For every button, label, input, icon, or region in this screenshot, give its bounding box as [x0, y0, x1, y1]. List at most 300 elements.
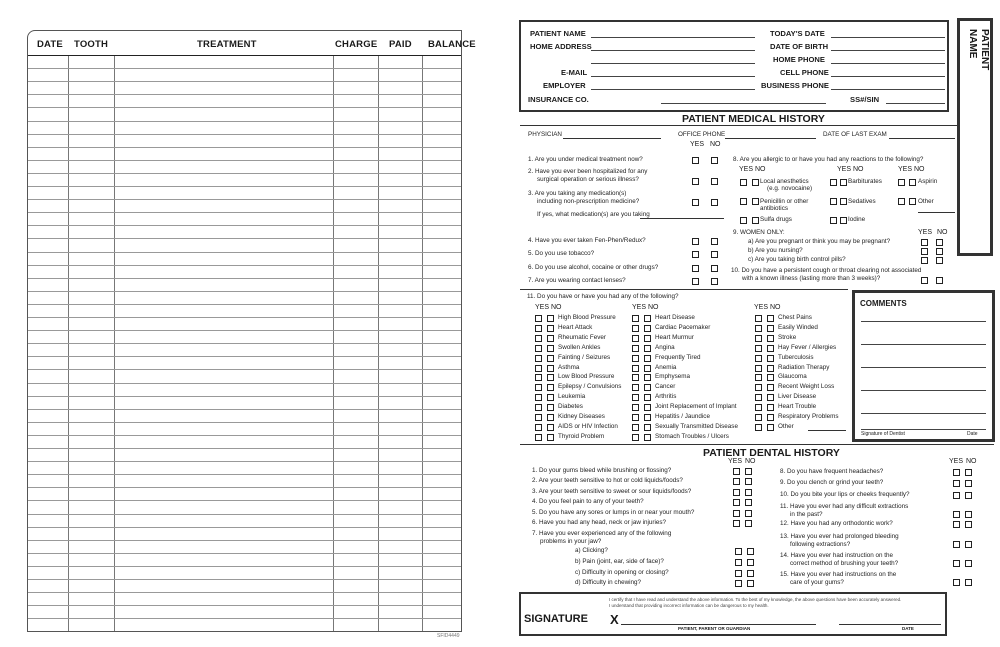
no-checkbox[interactable] [644, 374, 651, 381]
no-label: NO [754, 166, 766, 173]
no-checkbox[interactable] [745, 468, 752, 475]
q9-text: 9. WOMEN ONLY: [733, 229, 785, 236]
yes-checkbox[interactable] [535, 365, 542, 372]
ledger-row[interactable] [28, 199, 461, 200]
yes-checkbox[interactable] [733, 478, 740, 485]
condition-label: Other [778, 422, 794, 430]
no-checkbox[interactable] [547, 315, 554, 322]
yes-checkbox[interactable] [535, 374, 542, 381]
yes-checkbox[interactable] [535, 394, 542, 401]
no-checkbox[interactable] [936, 277, 943, 284]
ledger-row[interactable] [28, 383, 461, 384]
no-checkbox[interactable] [767, 424, 774, 431]
ledger-row[interactable] [28, 252, 461, 253]
ledger-row[interactable] [28, 278, 461, 279]
ledger-row[interactable] [28, 265, 461, 266]
ledger-row[interactable] [28, 147, 461, 148]
q1-text: 1. Are you under medical treatment now? [528, 156, 643, 163]
ledger-row[interactable] [28, 435, 461, 436]
condition-label: Radiation Therapy [778, 363, 830, 371]
ledger-row[interactable] [28, 356, 461, 357]
office-phone-field[interactable] [725, 138, 816, 139]
yes-checkbox[interactable] [535, 345, 542, 352]
ledger-row[interactable] [28, 304, 461, 305]
no-label: NO [647, 304, 659, 311]
ledger-row[interactable] [28, 343, 461, 344]
business-phone-label: BUSINESS PHONE [761, 81, 829, 90]
yes-checkbox[interactable] [735, 580, 742, 587]
allergy-aspirin-label: Aspirin [918, 178, 938, 185]
no-checkbox[interactable] [767, 384, 774, 391]
yes-label: YES [754, 304, 769, 311]
condition-label: Chest Pains [778, 314, 812, 321]
signature-box [519, 592, 947, 636]
ledger-row[interactable] [28, 68, 461, 69]
condition-label: Respiratory Problems [778, 413, 839, 420]
physician-field[interactable] [563, 138, 661, 139]
q9a-text: a) Are you pregnant or think you may be pregnant? [748, 238, 891, 245]
ledger-row[interactable] [28, 55, 461, 56]
yes-checkbox[interactable] [921, 257, 928, 264]
ledger-row[interactable] [28, 291, 461, 292]
checkbox[interactable] [830, 198, 837, 205]
condition-label: Stroke [778, 333, 797, 341]
yes-checkbox[interactable] [632, 434, 639, 441]
no-checkbox[interactable] [747, 570, 754, 577]
yes-checkbox[interactable] [755, 355, 762, 362]
yes-checkbox[interactable] [632, 374, 639, 381]
condition-other-field[interactable] [808, 430, 846, 431]
yes-label: YES [949, 458, 964, 465]
patient-name-label: PATIENT NAME [530, 29, 586, 38]
ledger-row[interactable] [28, 212, 461, 213]
no-label: NO [937, 229, 948, 236]
question-text-cont: surgical operation or serious illness? [537, 176, 639, 183]
no-label: NO [913, 166, 925, 173]
condition-label: Diabetes [558, 403, 583, 411]
yes-checkbox[interactable] [755, 335, 762, 342]
divider [520, 125, 957, 126]
physician-label: PHYSICIAN [528, 131, 562, 138]
yes-checkbox[interactable] [921, 277, 928, 284]
yes-checkbox[interactable] [692, 238, 699, 245]
no-checkbox[interactable] [711, 251, 718, 258]
dental-question: 15. Have you ever had instructions on the [780, 571, 897, 578]
yes-checkbox[interactable] [953, 579, 960, 586]
comment-line[interactable] [861, 321, 986, 322]
no-checkbox[interactable] [547, 404, 554, 411]
ledger-row[interactable] [28, 317, 461, 318]
ledger-row[interactable] [28, 514, 461, 515]
no-checkbox[interactable] [745, 520, 752, 527]
home-address-field[interactable] [591, 50, 755, 51]
no-checkbox[interactable] [547, 424, 554, 431]
checkbox[interactable] [830, 179, 837, 186]
ledger-row[interactable] [28, 121, 461, 122]
yes-checkbox[interactable] [953, 511, 960, 518]
no-checkbox[interactable] [644, 434, 651, 441]
col-treatment-header: TREATMENT [197, 39, 257, 50]
no-checkbox[interactable] [644, 365, 651, 372]
patient-signature-line[interactable] [621, 624, 816, 625]
no-checkbox[interactable] [547, 335, 554, 342]
no-checkbox[interactable] [711, 157, 718, 164]
no-checkbox[interactable] [547, 325, 554, 332]
no-checkbox[interactable] [745, 478, 752, 485]
allergy-other-label: Other [918, 198, 934, 205]
yes-checkbox[interactable] [735, 570, 742, 577]
home-phone-field[interactable] [831, 63, 945, 64]
ledger-row[interactable] [28, 527, 461, 528]
patient-label: PATIENT [979, 29, 990, 71]
ledger-row[interactable] [28, 461, 461, 462]
comment-line[interactable] [861, 390, 986, 391]
yes-checkbox[interactable] [535, 404, 542, 411]
no-checkbox[interactable] [965, 511, 972, 518]
patient-name-vertical [966, 29, 990, 70]
employer-field[interactable] [591, 89, 755, 90]
yes-checkbox[interactable] [632, 355, 639, 362]
condition-label: Emphysema [655, 373, 690, 381]
dentist-signature-line[interactable] [861, 429, 986, 430]
no-checkbox[interactable] [747, 548, 754, 555]
condition-label: Low Blood Pressure [558, 373, 615, 381]
no-checkbox[interactable] [547, 384, 554, 391]
dental-history-title: PATIENT DENTAL HISTORY [703, 447, 840, 459]
no-label: NO [852, 166, 864, 173]
no-checkbox[interactable] [965, 469, 972, 476]
checkbox[interactable] [898, 179, 905, 186]
ledger-row[interactable] [28, 474, 461, 475]
no-checkbox[interactable] [711, 265, 718, 272]
no-checkbox[interactable] [711, 178, 718, 185]
no-checkbox[interactable] [965, 480, 972, 487]
ledger-row[interactable] [28, 134, 461, 135]
checkbox[interactable] [740, 179, 747, 186]
yes-checkbox[interactable] [632, 414, 639, 421]
ledger-row[interactable] [28, 369, 461, 370]
yes-checkbox[interactable] [755, 325, 762, 332]
ledger-row[interactable] [28, 330, 461, 331]
signature-x: X [610, 612, 619, 627]
no-checkbox[interactable] [747, 580, 754, 587]
no-checkbox[interactable] [767, 315, 774, 322]
yes-checkbox[interactable] [755, 374, 762, 381]
yes-checkbox[interactable] [755, 315, 762, 322]
ledger-row[interactable] [28, 81, 461, 82]
yes-checkbox[interactable] [733, 499, 740, 506]
ledger-row[interactable] [28, 487, 461, 488]
no-checkbox[interactable] [644, 394, 651, 401]
yes-checkbox[interactable] [755, 414, 762, 421]
ledger-row[interactable] [28, 160, 461, 161]
yes-checkbox[interactable] [921, 248, 928, 255]
checkbox[interactable] [740, 198, 747, 205]
no-checkbox[interactable] [767, 335, 774, 342]
no-checkbox[interactable] [965, 541, 972, 548]
name-label: NAME [967, 29, 978, 59]
yes-checkbox[interactable] [632, 424, 639, 431]
yes-checkbox[interactable] [755, 345, 762, 352]
yes-checkbox[interactable] [632, 404, 639, 411]
no-header: NO [710, 141, 721, 148]
comments-title: COMMENTS [860, 299, 907, 308]
condition-label: Epilepsy / Convulsions [558, 383, 622, 391]
yes-checkbox[interactable] [692, 157, 699, 164]
yes-checkbox[interactable] [755, 404, 762, 411]
no-checkbox[interactable] [965, 560, 972, 567]
no-checkbox[interactable] [767, 325, 774, 332]
checkbox[interactable] [840, 179, 847, 186]
no-checkbox[interactable] [644, 315, 651, 322]
comment-line[interactable] [861, 367, 986, 368]
no-checkbox[interactable] [767, 414, 774, 421]
no-checkbox[interactable] [547, 394, 554, 401]
checkbox[interactable] [752, 179, 759, 186]
date-signature-line[interactable] [839, 624, 941, 625]
allergy-other-field[interactable] [918, 212, 955, 213]
ledger-row[interactable] [28, 500, 461, 501]
ledger-row[interactable] [28, 107, 461, 108]
no-checkbox[interactable] [767, 355, 774, 362]
no-checkbox[interactable] [745, 489, 752, 496]
condition-label: Rheumatic Fever [558, 333, 606, 341]
checkbox[interactable] [909, 179, 916, 186]
ledger-row[interactable] [28, 540, 461, 541]
yes-checkbox[interactable] [692, 199, 699, 206]
ledger-row[interactable] [28, 448, 461, 449]
yes-checkbox[interactable] [921, 239, 928, 246]
yes-checkbox[interactable] [692, 265, 699, 272]
no-checkbox[interactable] [767, 374, 774, 381]
comment-line[interactable] [861, 413, 986, 414]
no-checkbox[interactable] [965, 492, 972, 499]
yes-checkbox[interactable] [755, 384, 762, 391]
condition-label: Fainting / Seizures [558, 353, 611, 361]
ledger-row[interactable] [28, 566, 461, 567]
condition-label: Asthma [558, 363, 580, 371]
yes-checkbox[interactable] [953, 541, 960, 548]
no-checkbox[interactable] [644, 345, 651, 352]
no-checkbox[interactable] [711, 238, 718, 245]
q4-text: 4. Have you ever taken Fen-Phen/Redux? [528, 237, 646, 244]
yes-checkbox[interactable] [692, 251, 699, 258]
yes-checkbox[interactable] [535, 384, 542, 391]
no-checkbox[interactable] [547, 365, 554, 372]
ledger-row[interactable] [28, 173, 461, 174]
checkbox[interactable] [840, 198, 847, 205]
no-checkbox[interactable] [767, 365, 774, 372]
yes-no-header [837, 166, 863, 173]
no-checkbox[interactable] [745, 499, 752, 506]
ledger-row[interactable] [28, 186, 461, 187]
no-checkbox[interactable] [547, 434, 554, 441]
yes-checkbox[interactable] [535, 414, 542, 421]
ledger-row[interactable] [28, 409, 461, 410]
col-paid-header: PAID [389, 39, 412, 50]
business-phone-field[interactable] [831, 89, 945, 90]
condition-label: Cancer [655, 383, 676, 391]
no-checkbox[interactable] [644, 424, 651, 431]
condition-label: Stomach Troubles / Ulcers [655, 432, 729, 440]
last-exam-label: DATE OF LAST EXAM [823, 131, 887, 138]
no-checkbox[interactable] [936, 239, 943, 246]
condition-label: Heart Attack [558, 323, 593, 331]
allergy-penicillin-sub: antibiotics [760, 205, 789, 212]
yes-checkbox[interactable] [735, 559, 742, 566]
no-checkbox[interactable] [767, 404, 774, 411]
no-label: NO [769, 304, 781, 311]
checkbox[interactable] [752, 217, 759, 224]
yes-checkbox[interactable] [733, 468, 740, 475]
yes-checkbox[interactable] [632, 384, 639, 391]
yes-checkbox[interactable] [535, 355, 542, 362]
ss-field[interactable] [886, 103, 945, 104]
condition-label: Recent Weight Loss [778, 383, 835, 391]
yes-checkbox[interactable] [735, 548, 742, 555]
q10-text: 10. Do you have a persistent cough or throat clearing not associated [731, 267, 922, 274]
checkbox[interactable] [840, 217, 847, 224]
no-checkbox[interactable] [547, 414, 554, 421]
no-checkbox[interactable] [547, 374, 554, 381]
dental-question: 3. Are your teeth sensitive to sweet or sour liquids/foods? [532, 488, 692, 495]
condition-label: High Blood Pressure [558, 314, 616, 321]
yes-label: YES [535, 304, 550, 311]
yes-label: YES [837, 166, 852, 173]
dentist-signature-label: Signature of Dentist [861, 431, 905, 437]
yes-checkbox[interactable] [632, 315, 639, 322]
no-checkbox[interactable] [644, 404, 651, 411]
todays-date-field[interactable] [831, 37, 945, 38]
yes-checkbox[interactable] [535, 315, 542, 322]
checkbox[interactable] [740, 217, 747, 224]
yes-checkbox[interactable] [632, 335, 639, 342]
medical-history-title: PATIENT MEDICAL HISTORY [682, 113, 825, 125]
no-checkbox[interactable] [547, 355, 554, 362]
checkbox[interactable] [898, 198, 905, 205]
home-phone-label: HOME PHONE [773, 55, 825, 64]
no-checkbox[interactable] [547, 345, 554, 352]
dental-question: 4. Do you feel pain to any of your teeth? [532, 498, 644, 505]
yes-checkbox[interactable] [535, 424, 542, 431]
checkbox[interactable] [830, 217, 837, 224]
yes-checkbox[interactable] [632, 394, 639, 401]
cell-phone-field[interactable] [831, 76, 945, 77]
dental-q7-sub: a) Clicking? [575, 547, 608, 554]
ledger-row[interactable] [28, 422, 461, 423]
checkbox[interactable] [752, 198, 759, 205]
insurance-field[interactable] [661, 103, 826, 104]
no-checkbox[interactable] [747, 559, 754, 566]
yes-checkbox[interactable] [953, 480, 960, 487]
signature-date-label: DATE [902, 626, 914, 631]
no-checkbox[interactable] [644, 355, 651, 362]
no-checkbox[interactable] [936, 257, 943, 264]
email-field[interactable] [591, 76, 755, 77]
checkbox[interactable] [909, 198, 916, 205]
no-checkbox[interactable] [644, 335, 651, 342]
yes-label: YES [918, 229, 933, 236]
divider [520, 444, 994, 445]
ledger-row[interactable] [28, 579, 461, 580]
no-checkbox[interactable] [711, 278, 718, 285]
yes-label: YES [632, 304, 647, 311]
yes-checkbox[interactable] [733, 510, 740, 517]
col-tooth-header: TOOTH [74, 39, 109, 50]
yes-checkbox[interactable] [692, 178, 699, 185]
ledger-row[interactable] [28, 618, 461, 619]
yes-checkbox[interactable] [535, 335, 542, 342]
no-checkbox[interactable] [936, 248, 943, 255]
q11-text: 11. Do you have or have you had any of the following? [527, 293, 679, 300]
condition-label: Hay Fever / Allergies [778, 343, 837, 351]
yes-checkbox[interactable] [953, 560, 960, 567]
yes-checkbox[interactable] [632, 325, 639, 332]
allergy-local-label: Local anesthetics [760, 178, 809, 185]
col-balance-header: BALANCE [428, 39, 476, 50]
patient-name-field[interactable] [591, 37, 755, 38]
no-checkbox[interactable] [745, 510, 752, 517]
patient-name-tab [957, 18, 993, 256]
last-exam-field[interactable] [889, 138, 955, 139]
dob-field[interactable] [831, 50, 945, 51]
no-checkbox[interactable] [965, 579, 972, 586]
yes-checkbox[interactable] [953, 492, 960, 499]
dental-question: 12. Have you had any orthodontic work? [780, 520, 893, 527]
ledger-row[interactable] [28, 396, 461, 397]
home-address-field-2[interactable] [591, 63, 755, 64]
no-checkbox[interactable] [767, 345, 774, 352]
no-checkbox[interactable] [767, 394, 774, 401]
no-checkbox[interactable] [965, 521, 972, 528]
no-checkbox[interactable] [644, 325, 651, 332]
no-checkbox[interactable] [644, 384, 651, 391]
yes-checkbox[interactable] [755, 424, 762, 431]
yes-label: YES [898, 166, 913, 173]
q5-text: 5. Do you use tobacco? [528, 250, 595, 257]
ledger-row[interactable] [28, 225, 461, 226]
cell-phone-label: CELL PHONE [780, 68, 829, 77]
medication-field[interactable] [640, 218, 724, 219]
ledger-row[interactable] [28, 553, 461, 554]
yes-checkbox[interactable] [755, 394, 762, 401]
no-checkbox[interactable] [644, 414, 651, 421]
yes-checkbox[interactable] [953, 469, 960, 476]
ledger-row[interactable] [28, 592, 461, 593]
comment-line[interactable] [861, 344, 986, 345]
yes-checkbox[interactable] [733, 520, 740, 527]
office-phone-label: OFFICE PHONE [678, 131, 726, 138]
yes-checkbox[interactable] [632, 365, 639, 372]
yes-checkbox[interactable] [733, 489, 740, 496]
yes-checkbox[interactable] [692, 278, 699, 285]
ledger-row[interactable] [28, 94, 461, 95]
yes-checkbox[interactable] [535, 434, 542, 441]
yes-checkbox[interactable] [755, 365, 762, 372]
ledger-row[interactable] [28, 605, 461, 606]
dental-q7-sub: b) Pain (joint, ear, side of face)? [575, 558, 664, 565]
condition-label: Anemia [655, 363, 677, 371]
yes-checkbox[interactable] [535, 325, 542, 332]
no-checkbox[interactable] [711, 199, 718, 206]
yes-checkbox[interactable] [632, 345, 639, 352]
yes-no-header [535, 304, 561, 311]
condition-label: Sexually Transmitted Disease [655, 422, 738, 430]
condition-label: Angina [655, 343, 675, 351]
dental-q7-sub: d) Difficulty in chewing? [575, 579, 642, 586]
ledger-row[interactable] [28, 238, 461, 239]
yes-checkbox[interactable] [953, 521, 960, 528]
